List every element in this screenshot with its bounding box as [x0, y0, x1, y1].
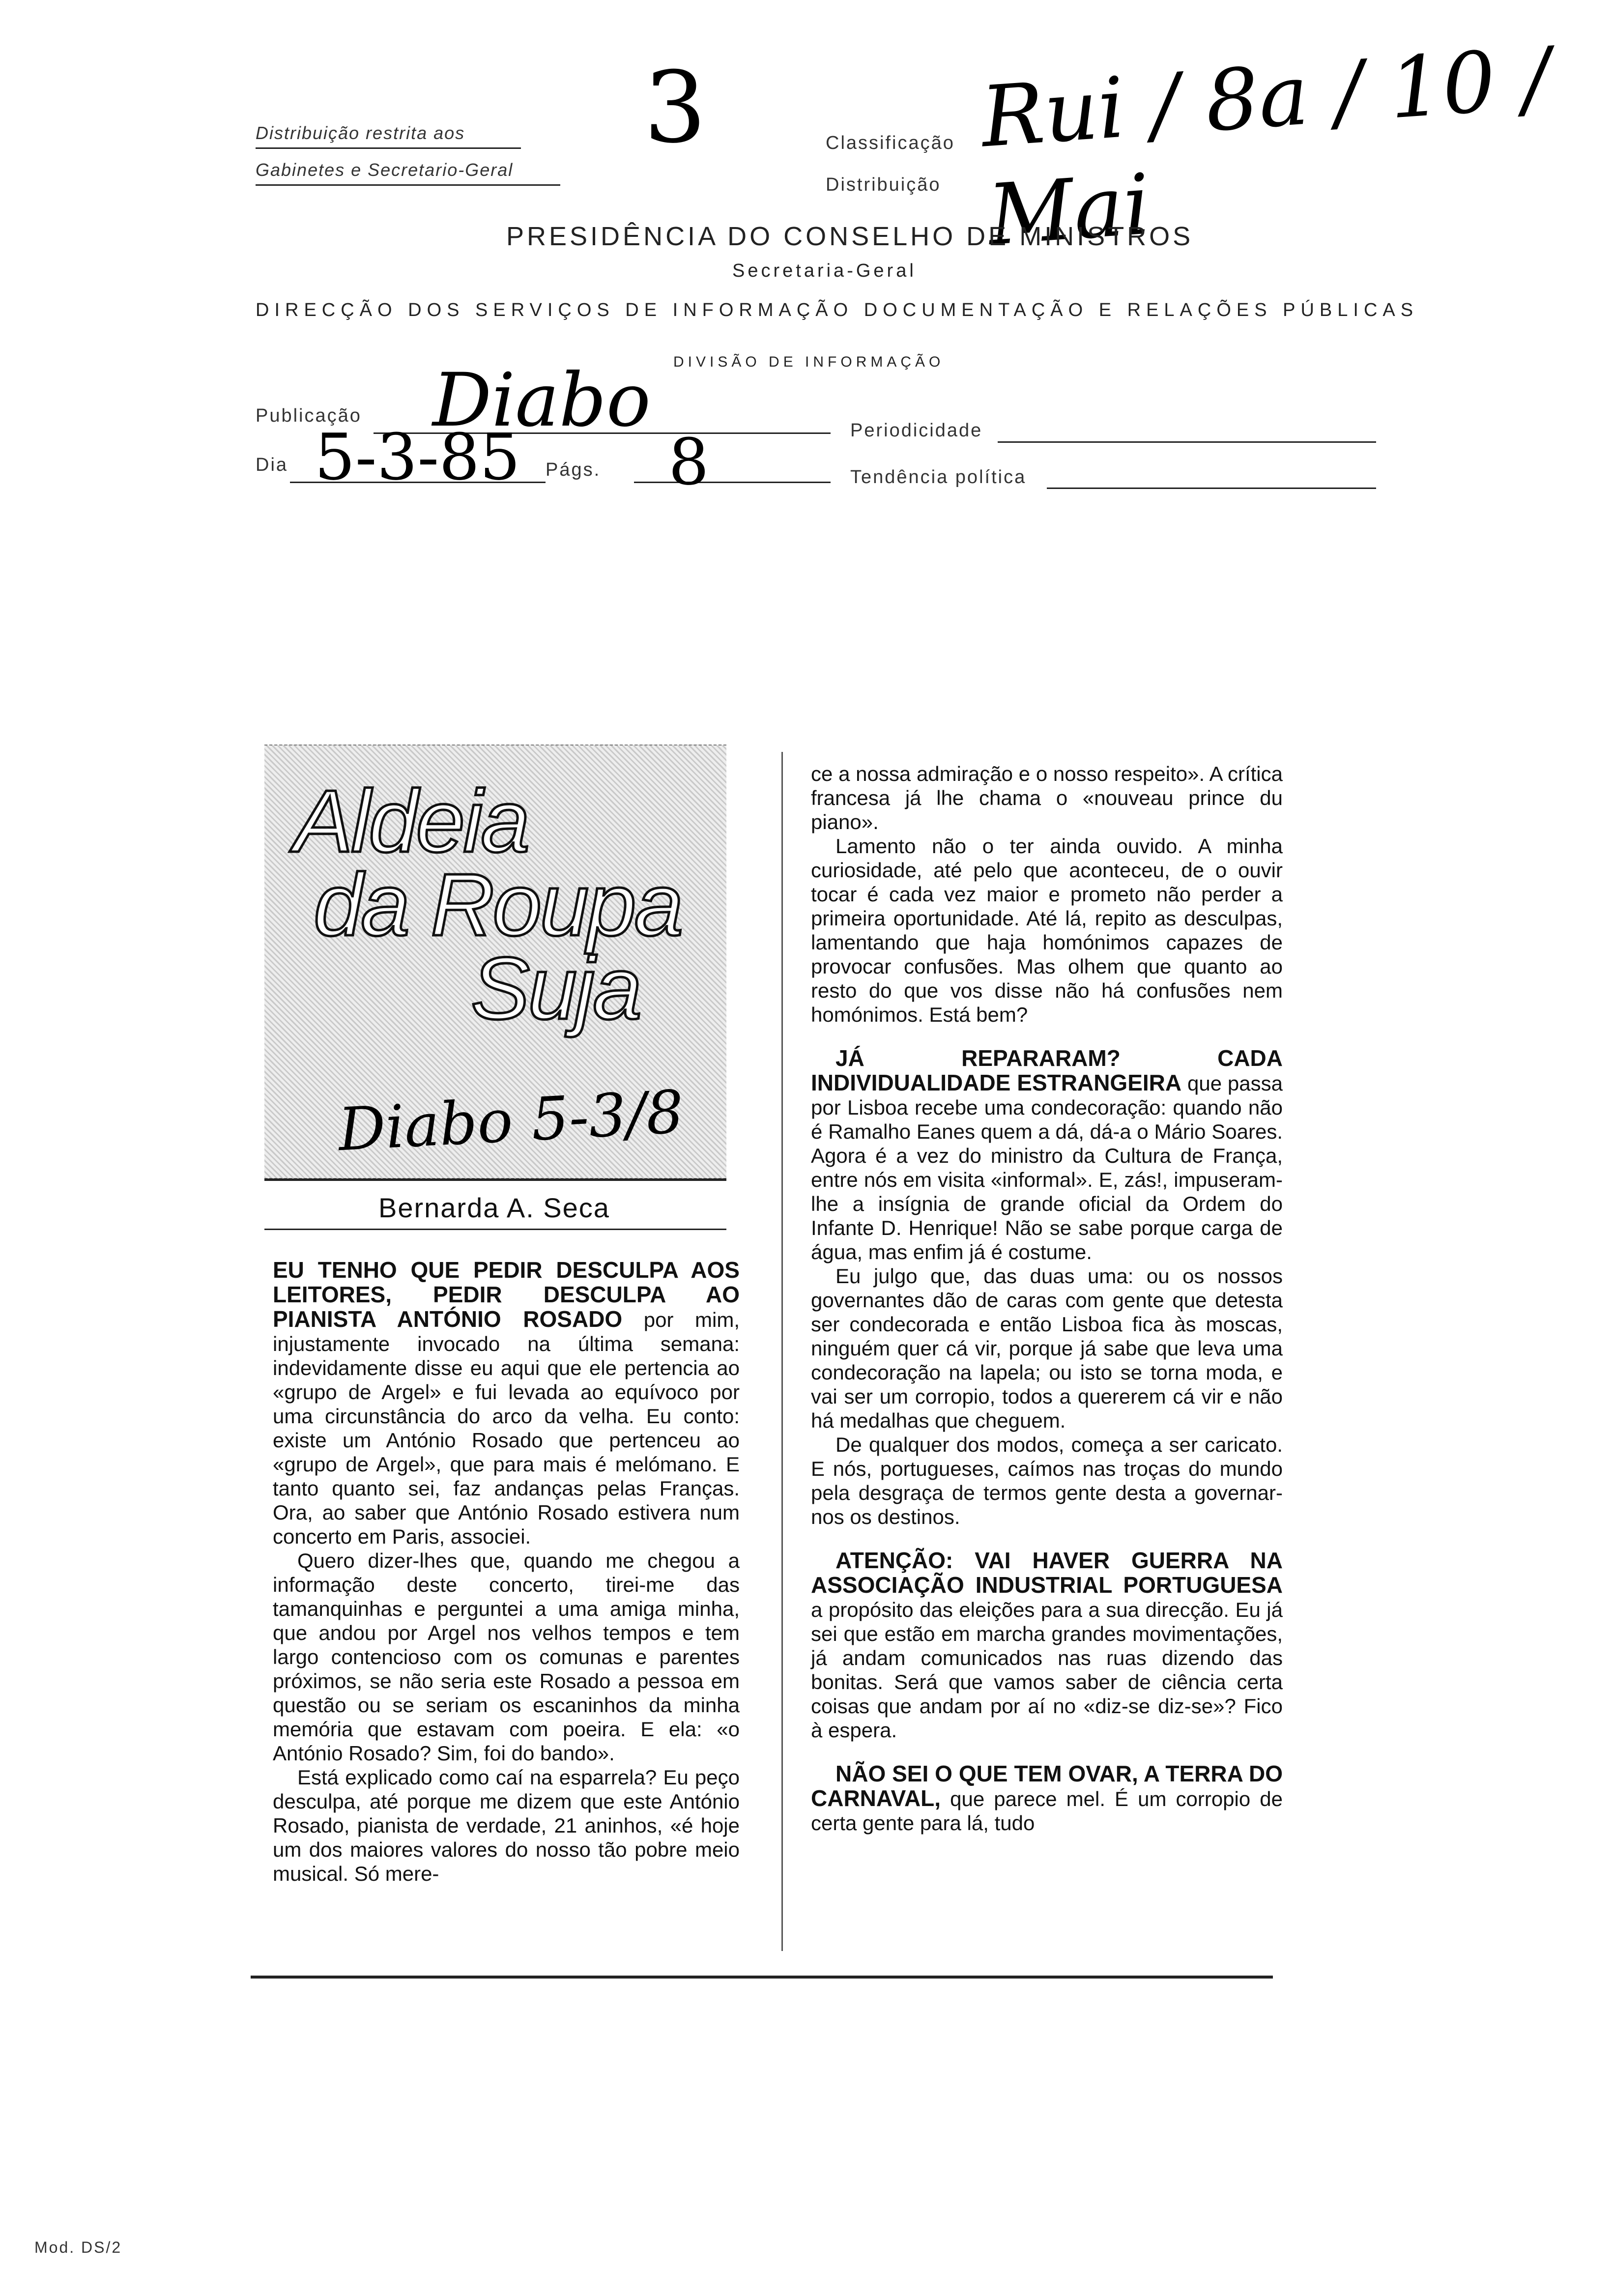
paragraph: [811, 762, 1283, 834]
tendency-underline: [1047, 488, 1376, 489]
title-line-1: Aldeia: [294, 772, 528, 871]
article-title-block: [264, 745, 726, 1179]
pages-underline: [634, 482, 831, 483]
paragraph: [811, 834, 1283, 1027]
author-rule-top: [264, 1178, 726, 1181]
form-code: Mod. DS/2: [34, 2239, 122, 2256]
paragraph: [811, 1433, 1283, 1529]
paragraph: [811, 1549, 1283, 1742]
periodicity-label: Periodicidade: [850, 420, 983, 441]
paragraph-text: ce a nossa admiração e o nosso respeito». A crítica francesa já lhe chama o «nouveau prince du piano».: [811, 762, 1283, 833]
author-rule-bottom: [264, 1229, 726, 1230]
distribution-line-2: Gabinetes e Secretario-Geral: [256, 160, 514, 180]
pages-value: 8: [668, 425, 709, 499]
divider: [256, 147, 521, 149]
paragraph-text: que parece mel. É um corropio de certa gente para lá, tudo: [811, 1787, 1283, 1835]
article-left-column: [273, 1258, 740, 1886]
pages-label: Págs.: [546, 459, 601, 480]
distribution-label: Distribuição: [826, 174, 941, 195]
paragraph: [273, 1549, 740, 1765]
paragraph-text: Lamento não o ter ainda ouvido. A minha curiosidade, até pelo que aconteceu, de o ouvir tocar é cada vez maior e prometo não perder a primeira oportunidade. Até lá, repito as desculpas, lamentando que haja homónimos capazes de provocar confusões. Mas olhem que quanto ao resto do que vos disse não há confusões nem homónimos. Está bem?: [811, 834, 1283, 1026]
day-value: 5-3-85: [315, 420, 520, 494]
article-bottom-rule: [251, 1976, 1273, 1979]
paragraph: [273, 1765, 740, 1886]
article-right-column: [811, 762, 1283, 1835]
paragraph: [273, 1258, 740, 1549]
divider: [256, 184, 560, 186]
author: Bernarda A. Seca: [378, 1192, 610, 1223]
paragraph: [811, 1762, 1283, 1835]
paragraph-text: Está explicado como caí na esparrela? Eu peço desculpa, até porque me dizem que este António Rosado, pianista de verdade, 21 aninhos, «é hoje um dos maiores valores do nosso tão pobre meio musical. Só mere-: [273, 1766, 740, 1885]
division: DIVISÃO DE INFORMAÇÃO: [673, 354, 945, 370]
paragraph-lead: NÃO SEI O QUE TEM OVAR, A TERRA DO CARNAVAL,: [811, 1761, 1283, 1811]
periodicity-underline: [998, 441, 1376, 443]
handwritten-number: 3: [644, 51, 707, 165]
paragraph-text: por mim, injustamente invocado na última semana: indevidamente disse eu aqui que ele pertencia ao «grupo de Argel» e fui levada ao equívoco por uma circunstância do arco da velha. Eu conto: existe um António Rosado que pertenceu ao «grupo de Argel», que para mais é melómano. E tanto quanto sei, faz andanças pelas Franças. Ora, ao saber que António Rosado estivera num concerto em Paris, associei.: [273, 1308, 740, 1548]
paragraph-text: Quero dizer-lhes que, quando me chegou a informação deste concerto, tirei-me das tamanquinhas e perguntei a uma amiga minha, que andou por Argel nos velhos tempos e tem largo contencioso com os comunas e parentes próximos, se não seria este Rosado a pessoa em questão ou se seriam os escaninhos da minha memória que estavam com poeira. E ela: «o António Rosado? Sim, foi do bando».: [273, 1549, 740, 1765]
paragraph-lead: EU TENHO QUE PEDIR DESCULPA AOS LEITORES, PEDIR DESCULPA AO PIANISTA ANTÓNIO ROSADO: [273, 1257, 740, 1332]
paragraph-lead: JÁ REPARARAM? CADA INDIVIDUALIDADE ESTRANGEIRA: [811, 1045, 1283, 1095]
column-divider: [781, 752, 783, 1951]
paragraph-lead: ATENÇÃO: VAI HAVER GUERRA NA ASSOCIAÇÃO INDUSTRIAL PORTUGUESA: [811, 1548, 1283, 1598]
tendency-label: Tendência política: [850, 467, 1027, 488]
classification-label: Classificação: [826, 133, 955, 153]
day-label: Dia: [256, 455, 288, 475]
direction: DIRECÇÃO DOS SERVIÇOS DE INFORMAÇÃO DOCUMENTAÇÃO E RELAÇÕES PÚBLICAS: [256, 300, 1419, 320]
publication-value: Diabo: [432, 358, 651, 443]
paragraph-text: a propósito das eleições para a sua direcção. Eu já sei que estão em marcha grandes movimentações, já andam comunicados nas ruas dizendo das bonitas. Será que vamos saber de ciência certa coisas que andam por aí no «diz-se diz-se»? Fico à espera.: [811, 1598, 1283, 1742]
title-line-2: da Roupa: [314, 856, 682, 954]
paragraph-text: que passa por Lisboa recebe uma condecoração: quando não é Ramalho Eanes quem a dá, dá-a o Mário Soares. Agora é a vez do ministro da Cultura de França, entre nós em visita «informal». E, zás!, impuseram-lhe a insígnia de grande oficial da Ordem do Infante D. Henrique! Não se sabe porque carga de água, mas enfim já é costume.: [811, 1072, 1283, 1263]
publication-label: Publicação: [256, 405, 362, 426]
paragraph: [811, 1046, 1283, 1264]
title-annotation: Diabo 5-3/8: [336, 1078, 686, 1165]
paragraph: [811, 1264, 1283, 1433]
distribution-line-1: Distribuição restrita aos: [256, 123, 465, 143]
handwritten-note: Rui / 8a / 10 / Mai: [978, 29, 1554, 265]
paragraph-text: De qualquer dos modos, começa a ser caricato. E nós, portugueses, caímos nas troças do mundo pela desgraça de termos gente desta a governar-nos os destinos.: [811, 1433, 1283, 1528]
office-title: PRESIDÊNCIA DO CONSELHO DE MINISTROS: [506, 222, 1194, 251]
secretariat: Secretaria-Geral: [732, 260, 917, 281]
title-line-3: Suja: [471, 939, 640, 1038]
paragraph-text: Eu julgo que, das duas uma: ou os nossos governantes dão de caras com gente que detesta ser condecorada e então Lisboa fica às moscas, ninguém quer cá vir, porque já sabe que leva uma condecoração na lapela; ou isto se torna moda, e vai ser um corropio, todos a quererem cá vir e não há medalhas que cheguem.: [811, 1264, 1283, 1432]
